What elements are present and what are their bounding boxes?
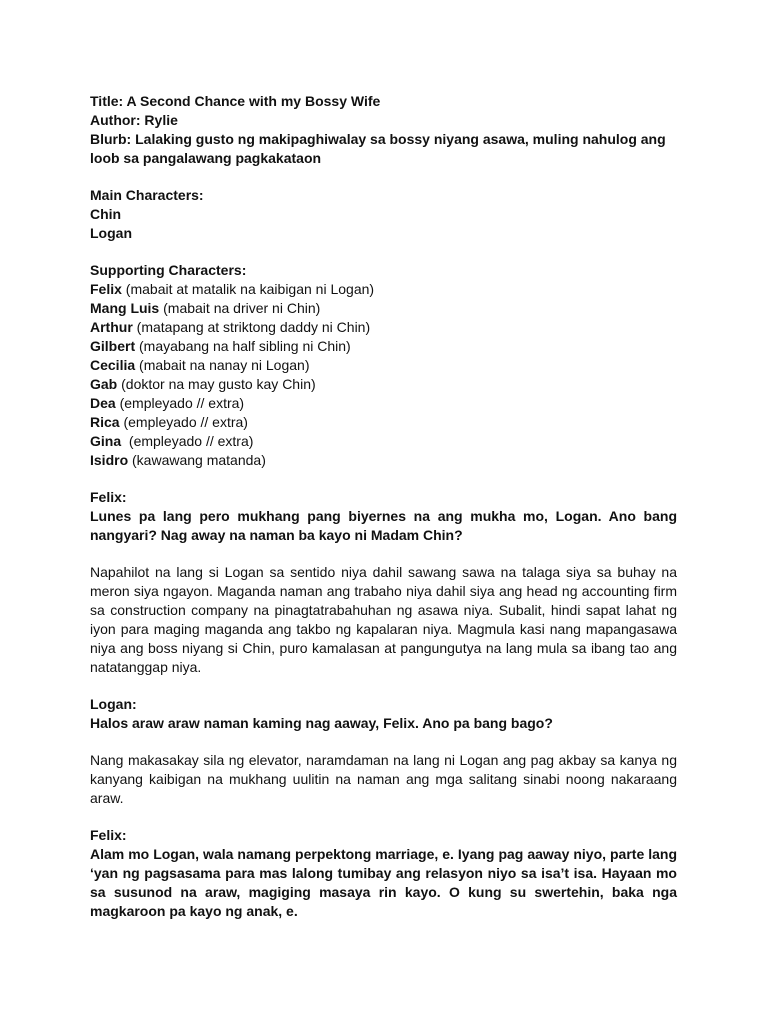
supporting-characters-list xyxy=(90,280,677,470)
character-row xyxy=(90,318,677,337)
dialogue-line: Halos araw araw naman kaming nag aaway, Felix. Ano pa bang bago? xyxy=(90,715,553,731)
main-character-logan: Logan xyxy=(90,225,132,241)
character-desc: (empleyado // extra) xyxy=(121,433,254,449)
character-row xyxy=(90,299,677,318)
character-name: Gilbert xyxy=(90,338,136,354)
character-row xyxy=(90,337,677,356)
character-name: Felix xyxy=(90,281,122,297)
character-name: Cecilia xyxy=(90,357,136,373)
document-body xyxy=(90,92,677,921)
speaker-label: Logan: xyxy=(90,696,137,712)
character-name: Arthur xyxy=(90,319,133,335)
story-title: Title: A Second Chance with my Bossy Wife xyxy=(90,93,381,109)
main-characters-heading: Main Characters: xyxy=(90,187,204,203)
character-desc: (mabait na nanay ni Logan) xyxy=(135,357,310,373)
dialogue-line: Lunes pa lang pero mukhang pang biyernes na ang mukha mo, Logan. Ano bang nangyari? Nag away na naman ba kayo ni Madam Chin? xyxy=(90,508,677,543)
character-name: Rica xyxy=(90,414,120,430)
character-row xyxy=(90,280,677,299)
character-row xyxy=(90,375,677,394)
character-name: Gab xyxy=(90,376,118,392)
speaker-label: Felix: xyxy=(90,827,127,843)
character-desc: (matapang at striktong daddy ni Chin) xyxy=(132,319,371,335)
character-desc: (empleyado // extra) xyxy=(119,414,248,430)
story-author: Author: Rylie xyxy=(90,112,178,128)
main-character-chin: Chin xyxy=(90,206,122,222)
character-desc: (mabait at matalik na kaibigan ni Logan) xyxy=(121,281,375,297)
narration-paragraph: Nang makasakay sila ng elevator, naramdaman na lang ni Logan ang pag akbay sa kanya ng kanyang kaibigan na mukhang uulitin na naman ang mga salitang sinabi noong nakaraang araw. xyxy=(90,752,677,806)
character-name: Mang Luis xyxy=(90,300,160,316)
character-name: Dea xyxy=(90,395,116,411)
character-desc: (kawawang matanda) xyxy=(128,452,266,468)
character-row xyxy=(90,432,677,451)
speaker-label: Felix: xyxy=(90,489,127,505)
story-blurb: Blurb: Lalaking gusto ng makipaghiwalay sa bossy niyang asawa, muling nahulog ang loob sa pangalawang pagkakataon xyxy=(90,131,666,166)
character-row xyxy=(90,451,677,470)
character-row xyxy=(90,413,677,432)
character-name: Gina xyxy=(90,433,122,449)
character-desc: (mayabang na half sibling ni Chin) xyxy=(135,338,351,354)
character-desc: (doktor na may gusto kay Chin) xyxy=(117,376,316,392)
character-name: Isidro xyxy=(90,452,129,468)
narration-paragraph: Napahilot na lang si Logan sa sentido niya dahil sawang sawa na talaga siya sa buhay na meron siya ngayon. Maganda naman ang trabaho niya dahil siya ang head ng accounting firm sa construction company na pinagtatrabahuhan ng asawa niya. Subalit, hindi sapat lahat ng iyon para maging maganda ang takbo ng kapalaran niya. Magmula kasi nang mapangasawa niya ang boss niyang si Chin, puro kamalasan at pangungutya na lang mula sa ibang tao ang natatanggap niya. xyxy=(90,564,677,675)
character-row xyxy=(90,394,677,413)
character-desc: (mabait na driver ni Chin) xyxy=(159,300,321,316)
character-desc: (empleyado // extra) xyxy=(115,395,245,411)
dialogue-line: Alam mo Logan, wala namang perpektong marriage, e. Iyang pag aaway niyo, parte lang ‘yan ng pagsasama para mas lalong tumibay ang relasyon niyo sa isa’t isa. Hayaan mo sa susunod na araw, magiging masaya rin kayo. O kung su swertehin, baka nga magkaroon pa kayo ng anak, e. xyxy=(90,846,677,919)
character-row xyxy=(90,356,677,375)
supporting-characters-heading: Supporting Characters: xyxy=(90,262,247,278)
